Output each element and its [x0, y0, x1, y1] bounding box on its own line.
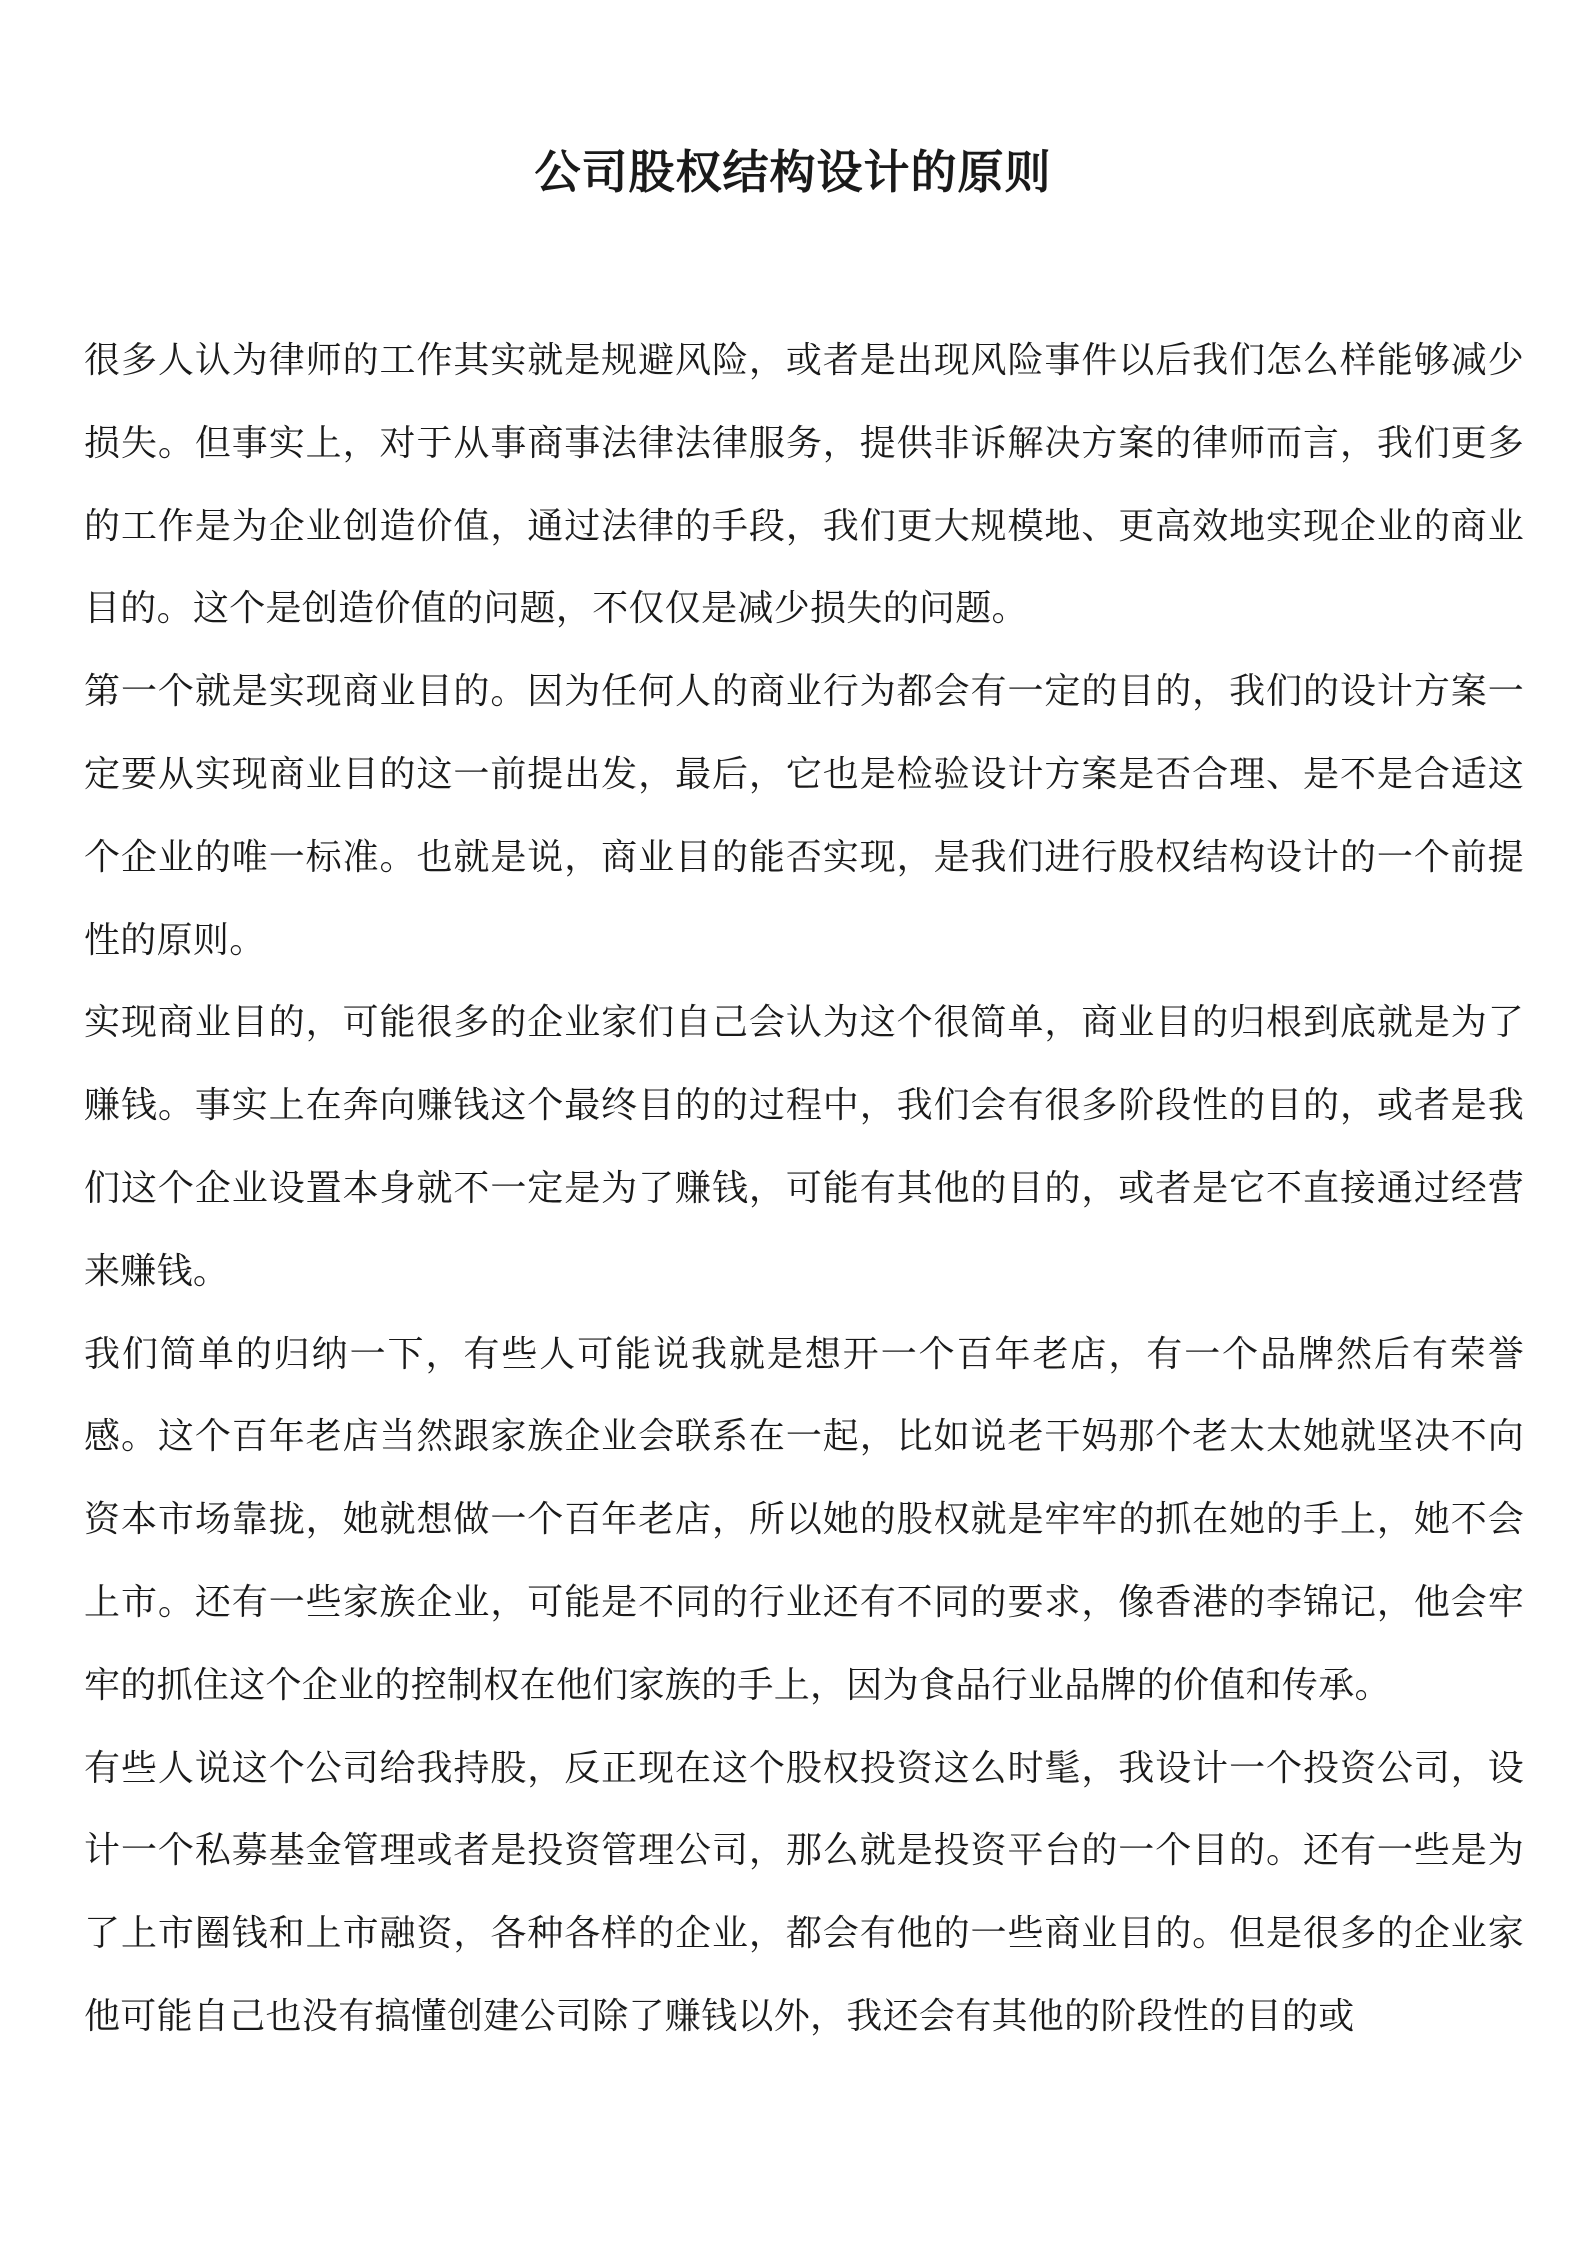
document-body — [84, 320, 1524, 2059]
paragraph-1: 很多人认为律师的工作其实就是规避风险，或者是出现风险事件以后我们怎么样能够减少损失。但事实上，对于从事商事法律法律服务，提供非诉解决方案的律师而言，我们更多的工作是为企业创造价值，通过法律的手段，我们更大规模地、更高效地实现企业的商业目的。这个是创造价值的问题，不仅仅是减少损失的问题。 — [84, 340, 1524, 630]
document-title: 公司股权结构设计的原则 — [534, 145, 1052, 199]
paragraph-5: 有些人说这个公司给我持股，反正现在这个股权投资这么时髦，我设计一个投资公司，设计一个私募基金管理或者是投资管理公司，那么就是投资平台的一个目的。还有一些是为了上市圈钱和上市融资，各种各样的企业，都会有他的一些商业目的。但是很多的企业家他可能自己也没有搞懂创建公司除了赚钱以外，我还会有其他的阶段性的目的或 — [84, 1747, 1524, 2037]
paragraph-4: 我们简单的归纳一下，有些人可能说我就是想开一个百年老店，有一个品牌然后有荣誉感。这个百年老店当然跟家族企业会联系在一起，比如说老干妈那个老太太她就坚决不向资本市场靠拢，她就想做一个百年老店，所以她的股权就是牢牢的抓在她的手上，她不会上市。还有一些家族企业，可能是不同的行业还有不同的要求，像香港的李锦记，他会牢牢的抓住这个企业的控制权在他们家族的手上，因为食品行业品牌的价值和传承。 — [84, 1333, 1524, 1706]
paragraph-3: 实现商业目的，可能很多的企业家们自己会认为这个很简单，商业目的归根到底就是为了赚钱。事实上在奔向赚钱这个最终目的的过程中，我们会有很多阶段性的目的，或者是我们这个企业设置本身就不一定是为了赚钱，可能有其他的目的，或者是它不直接通过经营来赚钱。 — [84, 1002, 1524, 1292]
paragraph-2: 第一个就是实现商业目的。因为任何人的商业行为都会有一定的目的，我们的设计方案一定要从实现商业目的这一前提出发，最后，它也是检验设计方案是否合理、是不是合适这个企业的唯一标准。也就是说，商业目的能否实现，是我们进行股权结构设计的一个前提性的原则。 — [84, 671, 1524, 961]
